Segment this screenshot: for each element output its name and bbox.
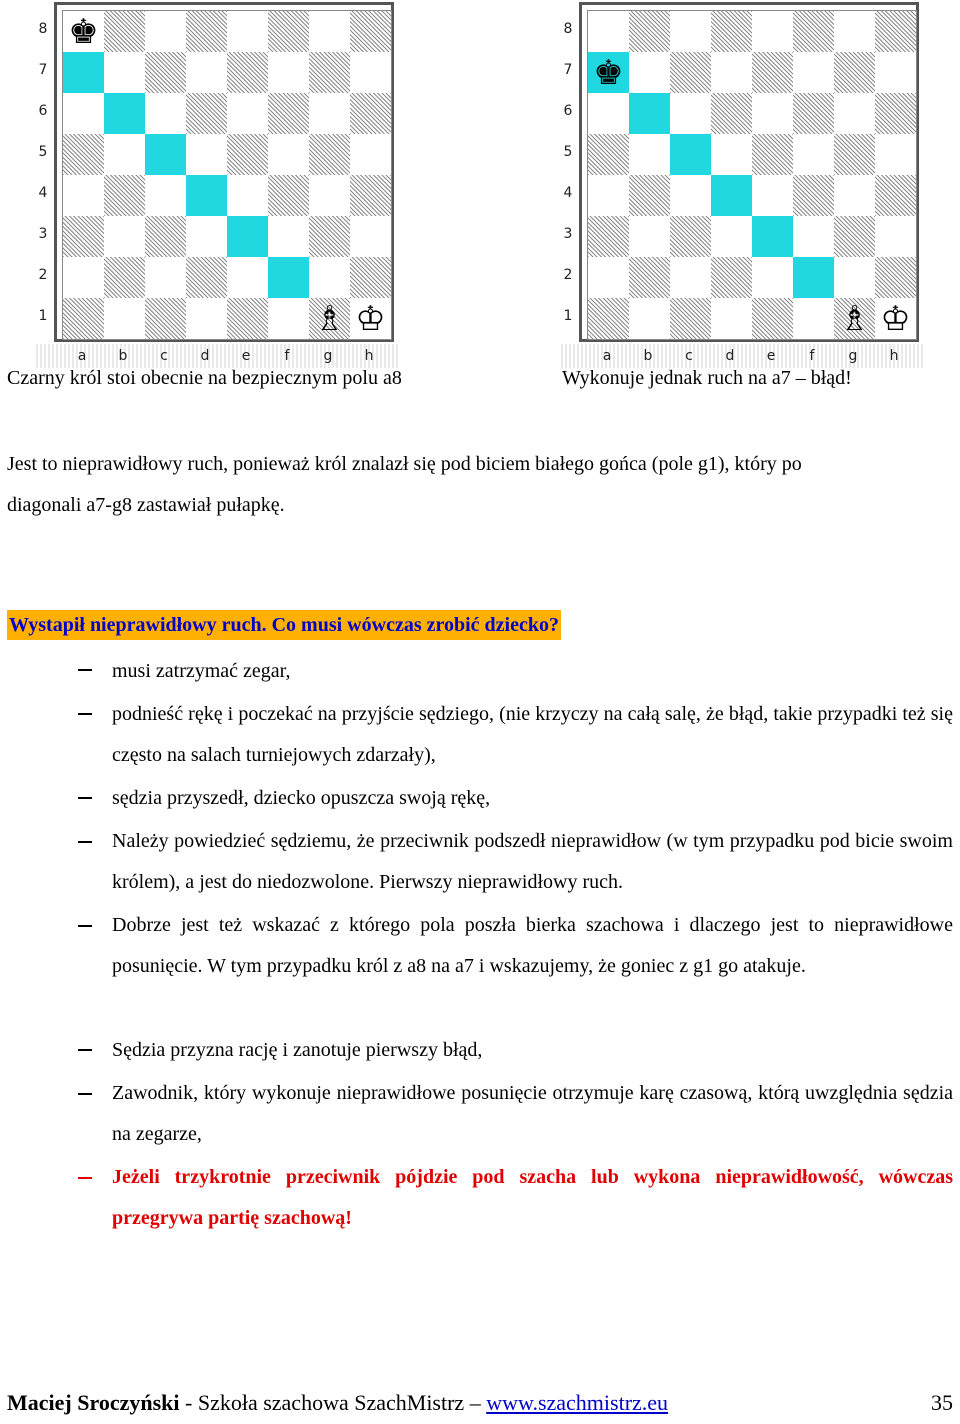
square-c7 (670, 52, 711, 93)
file-label: h (889, 348, 899, 364)
square-g2 (309, 257, 350, 298)
file-label: e (241, 348, 251, 364)
square-c1 (145, 298, 186, 339)
rank-label: 8 (38, 21, 48, 37)
white-bishop-icon: ♗ (314, 298, 345, 339)
square-h5 (875, 134, 916, 175)
white-king-icon: ♔ (880, 298, 911, 339)
square-f7 (268, 52, 309, 93)
list-bullet (78, 713, 92, 715)
rank-label: 3 (563, 226, 573, 242)
square-c3 (145, 216, 186, 257)
square-e6 (752, 93, 793, 134)
list-bullet (78, 1049, 92, 1051)
square-a7 (63, 52, 104, 93)
black-king-icon: ♚ (593, 52, 624, 93)
square-f5 (268, 134, 309, 175)
square-d1 (711, 298, 752, 339)
square-b4 (104, 175, 145, 216)
square-h7 (875, 52, 916, 93)
rank-label: 7 (38, 62, 48, 78)
rank-label: 8 (563, 21, 573, 37)
square-a2 (588, 257, 629, 298)
square-a1 (63, 298, 104, 339)
square-d4 (186, 175, 227, 216)
square-f4 (793, 175, 834, 216)
square-h5 (350, 134, 391, 175)
square-a5 (63, 134, 104, 175)
square-d5 (186, 134, 227, 175)
square-h8 (875, 11, 916, 52)
rank-label: 3 (38, 226, 48, 242)
square-e8 (227, 11, 268, 52)
square-d8 (186, 11, 227, 52)
square-e4 (227, 175, 268, 216)
square-d8 (711, 11, 752, 52)
square-c8 (145, 11, 186, 52)
rank-label: 1 (38, 308, 48, 324)
square-g3 (309, 216, 350, 257)
square-a5 (588, 134, 629, 175)
list-bullet-warning (78, 1177, 92, 1179)
list-bullet (78, 1093, 92, 1095)
list-item: Należy powiedzieć sędziemu, że przeciwnik podszedł nieprawidłow (w tym przypadku pod bicie swoim królem), a jest do niedozwolone. Pierwszy nieprawidłowy ruch. (112, 830, 953, 893)
square-a4 (588, 175, 629, 216)
square-e2 (752, 257, 793, 298)
square-b7 (104, 52, 145, 93)
list-item-warning: Jeżeli trzykrotnie przeciwnik pójdzie pod szacha lub wykona nieprawidłowość, wówczas przegrywa partię szachową! (112, 1166, 953, 1229)
file-label: c (160, 348, 168, 364)
file-label: d (200, 348, 210, 364)
square-h6 (350, 93, 391, 134)
square-e5 (752, 134, 793, 175)
rank-label: 6 (38, 103, 48, 119)
square-b3 (629, 216, 670, 257)
intro-line-1: Jest to nieprawidłowy ruch, ponieważ król znalazł się pod biciem białego gońca (pole g1), który po (7, 453, 802, 475)
square-d1 (186, 298, 227, 339)
square-f6 (793, 93, 834, 134)
square-c2 (145, 257, 186, 298)
square-d7 (186, 52, 227, 93)
square-e2 (227, 257, 268, 298)
square-b8 (629, 11, 670, 52)
square-f5 (793, 134, 834, 175)
square-d2 (711, 257, 752, 298)
chess-board (579, 2, 919, 342)
black-king-icon: ♚ (68, 11, 99, 52)
square-a1 (588, 298, 629, 339)
list-item: Dobrze jest też wskazać z którego pola poszła bierka szachowa i dlaczego jest to nieprawidłowe posunięcie. W tym przypadku król z a8 na a7 i wskazujemy, że goniec z g1 go atakuje. (112, 914, 953, 977)
rank-label: 2 (38, 267, 48, 283)
square-e3 (752, 216, 793, 257)
square-e7 (227, 52, 268, 93)
chess-board (54, 2, 394, 342)
square-c3 (670, 216, 711, 257)
square-e5 (227, 134, 268, 175)
square-b7 (629, 52, 670, 93)
square-c6 (670, 93, 711, 134)
square-c4 (670, 175, 711, 216)
square-h8 (350, 11, 391, 52)
rank-label: 5 (38, 144, 48, 160)
square-d3 (711, 216, 752, 257)
square-g5 (834, 134, 875, 175)
square-e1 (227, 298, 268, 339)
square-a4 (63, 175, 104, 216)
square-g4 (834, 175, 875, 216)
square-g8 (834, 11, 875, 52)
file-label: e (766, 348, 776, 364)
list-item: Zawodnik, który wykonuje nieprawidłowe posunięcie otrzymuje karę czasową, którą uwzględnia sędzia na zegarze, (112, 1082, 953, 1145)
square-e8 (752, 11, 793, 52)
square-g5 (309, 134, 350, 175)
rank-label: 6 (563, 103, 573, 119)
square-b1 (629, 298, 670, 339)
square-b6 (629, 93, 670, 134)
square-a6 (63, 93, 104, 134)
square-g8 (309, 11, 350, 52)
square-h3 (875, 216, 916, 257)
square-h3 (350, 216, 391, 257)
square-f1 (793, 298, 834, 339)
footer-school: - Szkoła szachowa SzachMistrz – (179, 1390, 487, 1415)
square-f4 (268, 175, 309, 216)
square-h2 (875, 257, 916, 298)
rank-label: 4 (563, 185, 573, 201)
square-d6 (186, 93, 227, 134)
square-c1 (670, 298, 711, 339)
square-d6 (711, 93, 752, 134)
square-e4 (752, 175, 793, 216)
square-e1 (752, 298, 793, 339)
square-f8 (793, 11, 834, 52)
square-g6 (834, 93, 875, 134)
square-a8 (588, 11, 629, 52)
square-a6 (588, 93, 629, 134)
page-number: 35 (931, 1390, 953, 1415)
square-g3 (834, 216, 875, 257)
square-f2 (793, 257, 834, 298)
square-h7 (350, 52, 391, 93)
list-item: podnieść rękę i poczekać na przyjście sędziego, (nie krzyczy na całą salę, że błąd, takie przypadki też się często na salach turniejowych zdarzały), (112, 703, 953, 766)
square-h2 (350, 257, 391, 298)
list-item: Sędzia przyzna rację i zanotuje pierwszy błąd, (112, 1039, 483, 1061)
file-labels (36, 344, 398, 368)
square-d7 (711, 52, 752, 93)
square-e3 (227, 216, 268, 257)
square-d5 (711, 134, 752, 175)
rank-label: 1 (563, 308, 573, 324)
square-c7 (145, 52, 186, 93)
square-b1 (104, 298, 145, 339)
file-label: b (118, 348, 128, 364)
rank-label: 2 (563, 267, 573, 283)
square-b4 (629, 175, 670, 216)
square-f6 (268, 93, 309, 134)
file-label: f (284, 348, 290, 364)
diagram-1-caption: Czarny król stoi obecnie na bezpiecznym polu a8 (7, 367, 402, 389)
file-label: f (809, 348, 815, 364)
rank-label: 7 (563, 62, 573, 78)
square-c6 (145, 93, 186, 134)
square-b2 (104, 257, 145, 298)
square-h4 (875, 175, 916, 216)
file-label: g (323, 348, 333, 364)
file-label: d (725, 348, 735, 364)
square-a3 (588, 216, 629, 257)
file-label: h (364, 348, 374, 364)
list-bullet (78, 669, 92, 671)
list-bullet (78, 797, 92, 799)
square-g7 (309, 52, 350, 93)
square-g7 (834, 52, 875, 93)
file-label: a (77, 348, 87, 364)
white-bishop-icon: ♗ (839, 298, 870, 339)
square-b2 (629, 257, 670, 298)
square-g6 (309, 93, 350, 134)
square-f2 (268, 257, 309, 298)
square-d3 (186, 216, 227, 257)
rank-label: 5 (563, 144, 573, 160)
square-c5 (670, 134, 711, 175)
footer-author: Maciej Sroczyński (7, 1390, 180, 1415)
square-e6 (227, 93, 268, 134)
square-f1 (268, 298, 309, 339)
square-d2 (186, 257, 227, 298)
rank-label: 4 (38, 185, 48, 201)
list-item: sędzia przyszedł, dziecko opuszcza swoją rękę, (112, 787, 491, 809)
file-label: c (685, 348, 693, 364)
section-heading: Wystapił nieprawidłowy ruch. Co musi wówczas zrobić dziecko? (7, 610, 561, 640)
square-g4 (309, 175, 350, 216)
square-c2 (670, 257, 711, 298)
file-labels (561, 344, 923, 368)
square-h4 (350, 175, 391, 216)
footer-link[interactable]: www.szachmistrz.eu (486, 1390, 669, 1415)
file-label: a (602, 348, 612, 364)
file-label: b (643, 348, 653, 364)
square-e7 (752, 52, 793, 93)
square-f8 (268, 11, 309, 52)
square-g2 (834, 257, 875, 298)
intro-line-2: diagonali a7-g8 zastawiał pułapkę. (7, 494, 285, 516)
square-a2 (63, 257, 104, 298)
square-a3 (63, 216, 104, 257)
square-d4 (711, 175, 752, 216)
square-c5 (145, 134, 186, 175)
list-bullet (78, 841, 92, 843)
square-c8 (670, 11, 711, 52)
list-bullet (78, 925, 92, 927)
square-b8 (104, 11, 145, 52)
white-king-icon: ♔ (355, 298, 386, 339)
square-f3 (793, 216, 834, 257)
file-label: g (848, 348, 858, 364)
square-f7 (793, 52, 834, 93)
page-footer (7, 1390, 953, 1416)
square-b6 (104, 93, 145, 134)
square-b3 (104, 216, 145, 257)
square-c4 (145, 175, 186, 216)
square-h6 (875, 93, 916, 134)
square-f3 (268, 216, 309, 257)
diagram-2-caption: Wykonuje jednak ruch na a7 – błąd! (562, 367, 852, 389)
square-b5 (629, 134, 670, 175)
square-b5 (104, 134, 145, 175)
list-item: musi zatrzymać zegar, (112, 660, 291, 682)
